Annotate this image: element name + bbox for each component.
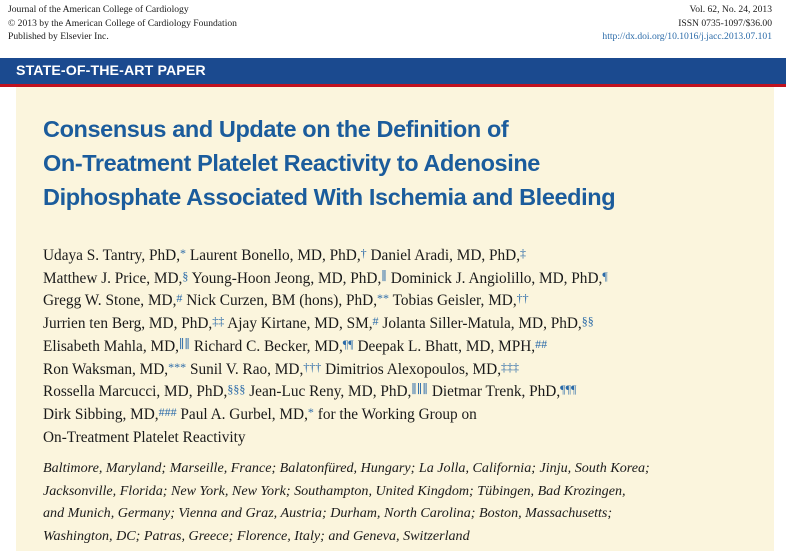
affiliation-mark[interactable]: ¶¶ xyxy=(342,336,354,351)
journal-name: Journal of the American College of Cardiology xyxy=(8,4,189,15)
journal-header-left xyxy=(8,3,237,44)
author-name: for the Working Group on xyxy=(317,405,477,423)
author-name: Jolanta Siller-Matula, MD, PhD, xyxy=(382,315,582,333)
title-line: Diphosphate Associated With Ischemia and Bleeding xyxy=(43,184,616,210)
author-list xyxy=(43,245,773,449)
volume-line: Vol. 62, No. 24, 2013 xyxy=(689,4,772,15)
affiliation-mark[interactable]: †† xyxy=(516,291,529,306)
issn-line: ISSN 0735-1097/$36.00 xyxy=(678,17,772,29)
author-name: Gregg W. Stone, MD, xyxy=(43,292,177,310)
affiliation-mark[interactable]: ∥∥∥ xyxy=(411,382,429,397)
author-name: Matthew J. Price, MD, xyxy=(43,269,183,287)
author-name: Tobias Geisler, MD, xyxy=(392,292,517,310)
location-line: Jacksonville, Florida; New York, New York; Southampton, United Kingdom; Tübingen, Bad Krozingen, xyxy=(43,482,626,499)
article-title xyxy=(43,112,763,214)
affiliation-mark[interactable]: # xyxy=(176,291,183,306)
author-name: Dominick J. Angiolillo, MD, PhD, xyxy=(390,269,603,287)
author-line xyxy=(43,427,773,450)
affiliation-mark[interactable]: ## xyxy=(535,336,548,351)
author-name: Laurent Bonello, MD, PhD, xyxy=(189,247,361,264)
affiliation-mark[interactable]: # xyxy=(372,314,379,329)
author-name: Udaya S. Tantry, PhD, xyxy=(43,247,181,264)
author-name: Dietmar Trenk, PhD, xyxy=(431,383,561,401)
copyright-line: © 2013 by the American College of Cardiology Foundation xyxy=(8,17,237,29)
location-line: Washington, DC; Patras, Greece; Florence, Italy; and Geneva, Switzerland xyxy=(43,528,470,545)
affiliation-mark[interactable]: * xyxy=(307,404,314,419)
affiliation-mark[interactable]: *** xyxy=(168,359,187,374)
author-line xyxy=(43,336,773,359)
affiliation-mark[interactable]: ** xyxy=(377,291,390,306)
affiliation-mark[interactable]: ‡‡ xyxy=(212,314,225,329)
doi-link[interactable]: http://dx.doi.org/10.1016/j.jacc.2013.07.101 xyxy=(602,31,772,43)
affiliation-mark[interactable]: ### xyxy=(158,404,177,419)
title-line: On-Treatment Platelet Reactivity to Adenosine xyxy=(43,150,540,176)
author-line xyxy=(43,404,773,427)
author-name: Young-Hoon Jeong, MD, PhD, xyxy=(191,269,382,287)
location-line: Baltimore, Maryland; Marseille, France; Balatonfüred, Hungary; La Jolla, California; Jinju, South Korea; xyxy=(43,460,650,476)
author-name: On-Treatment Platelet Reactivity xyxy=(43,428,246,446)
affiliation-mark[interactable]: ††† xyxy=(303,359,322,374)
affiliation-mark[interactable]: §§§ xyxy=(227,382,246,397)
article-type-banner xyxy=(0,58,786,87)
affiliation-locations xyxy=(43,457,773,548)
affiliation-mark[interactable]: ‡ xyxy=(520,246,527,260)
author-line xyxy=(43,381,773,404)
affiliation-mark[interactable]: §§ xyxy=(581,314,594,329)
author-name: Daniel Aradi, MD, PhD, xyxy=(370,247,521,264)
affiliation-mark[interactable]: ∥ xyxy=(381,268,387,283)
author-line xyxy=(43,245,773,268)
title-line: Consensus and Update on the Definition of xyxy=(43,116,509,142)
author-name: Sunil V. Rao, MD, xyxy=(189,360,304,378)
author-name: Deepak L. Bhatt, MD, MPH, xyxy=(357,337,536,355)
author-name: Rossella Marcucci, MD, PhD, xyxy=(43,383,228,401)
author-name: Dirk Sibbing, MD, xyxy=(43,405,159,423)
affiliation-mark[interactable]: ∥∥ xyxy=(178,336,191,351)
author-name: Jurrien ten Berg, MD, PhD, xyxy=(43,315,213,333)
affiliation-mark[interactable]: ‡‡‡ xyxy=(501,359,520,374)
article-type-label: STATE-OF-THE-ART PAPER xyxy=(16,63,206,79)
affiliation-mark[interactable]: ¶¶¶ xyxy=(560,382,577,397)
location-line: and Munich, Germany; Vienna and Graz, Austria; Durham, North Carolina; Boston, Massachusetts; xyxy=(43,505,613,522)
author-name: Richard C. Becker, MD, xyxy=(193,337,343,355)
affiliation-mark[interactable]: ¶ xyxy=(602,268,608,283)
journal-header-right xyxy=(602,3,772,44)
author-line xyxy=(43,290,773,313)
author-name: Ajay Kirtane, MD, SM, xyxy=(227,315,373,333)
author-name: Elisabeth Mahla, MD, xyxy=(43,337,179,355)
author-name: Ron Waksman, MD, xyxy=(43,360,169,378)
author-line xyxy=(43,359,773,382)
affiliation-mark[interactable]: * xyxy=(180,246,187,260)
author-name: Dimitrios Alexopoulos, MD, xyxy=(325,360,502,378)
author-name: Jean-Luc Reny, MD, PhD, xyxy=(249,383,412,401)
author-line xyxy=(43,313,773,336)
publisher-line: Published by Elsevier Inc. xyxy=(8,31,109,43)
author-name: Nick Curzen, BM (hons), PhD, xyxy=(186,292,378,310)
affiliation-mark[interactable]: † xyxy=(360,246,367,260)
author-name: Paul A. Gurbel, MD, xyxy=(180,405,308,423)
affiliation-mark[interactable]: § xyxy=(182,268,189,283)
author-line xyxy=(43,268,773,291)
